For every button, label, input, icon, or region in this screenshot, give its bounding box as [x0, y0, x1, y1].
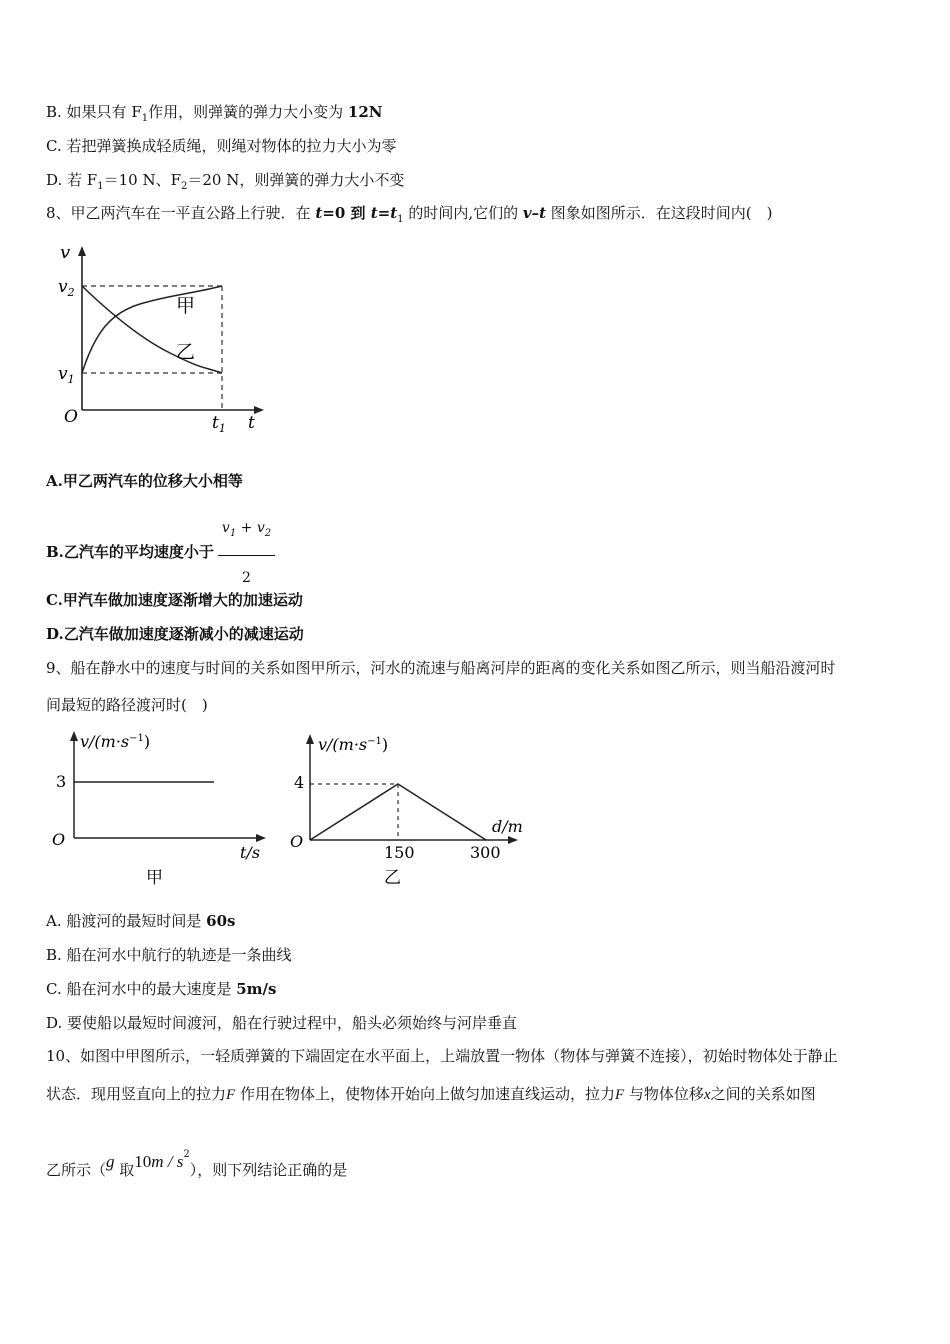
- q8-option-b: B.乙汽车的平均速度小于 $\frac{v_1 + v_2}{2}$: [46, 508, 275, 598]
- q9b-y-arrow: [306, 734, 314, 744]
- q9b-xlabel: d/m: [492, 817, 523, 836]
- q9a-ylabel: $v/(m\cdot s^{-1})$: [80, 732, 151, 751]
- q8-y-arrow: [78, 246, 86, 256]
- q8-label-v2: $v_2$: [58, 277, 75, 299]
- q9a-origin: O: [52, 830, 66, 849]
- q10-stem-line3: 乙所示（g 取$10m / s^2$），则下列结论正确的是: [46, 1149, 348, 1179]
- q9b-x-arrow: [508, 836, 518, 844]
- q8-axis-t: t: [248, 413, 255, 433]
- q8-fraction: $\frac{v_1 + v_2}{2}$: [218, 508, 275, 598]
- q8-x-arrow: [254, 406, 264, 414]
- q8-stem: 8、甲乙两汽车在一平直公路上行驶．在 t=0 到 $t=t_1$ 的时间内,它们的 v–t 图象如图所示．在这段时间内( ): [46, 204, 773, 225]
- q8-vt-graph: [50, 238, 280, 438]
- q9a-value-3: 3: [56, 772, 67, 791]
- q9b-caption: 乙: [384, 868, 401, 888]
- q8-option-d: D.乙汽车做加速度逐渐减小的减速运动: [46, 625, 304, 643]
- q8-curve-label-jia: 甲: [176, 295, 196, 317]
- q8-curve-label-yi: 乙: [176, 341, 196, 363]
- q9b-ylabel: $v/(m\cdot s^{-1})$: [318, 735, 389, 754]
- q7-option-c: C. 若把弹簧换成轻质绳，则绳对物体的拉力大小为零: [46, 137, 397, 155]
- q8-option-a: A.甲乙两汽车的位移大小相等: [46, 472, 243, 490]
- q9a-y-arrow: [70, 731, 78, 741]
- q8-option-c: C.甲汽车做加速度逐渐增大的加速运动: [46, 591, 303, 609]
- q8-label-v1: $v_1$: [58, 364, 75, 386]
- q9a-xlabel: t/s: [240, 843, 261, 862]
- q9a-x-arrow: [256, 834, 266, 842]
- q8-label-t1: $t_1$: [212, 413, 226, 435]
- q9-graph-yi: [286, 728, 536, 893]
- q8-origin: O: [64, 407, 78, 427]
- q9-stem-line2: 间最短的路径渡河时( ): [46, 696, 208, 714]
- q9b-tick-300: 300: [470, 843, 501, 862]
- q7-option-d: D. 若 $F_1=10$ N、$F_2=20$ N，则弹簧的弹力大小不变: [46, 171, 405, 192]
- q7-option-b: B. 如果只有 $F_1$作用，则弹簧的弹力大小变为 12N: [46, 103, 383, 124]
- q9-option-a: A. 船渡河的最短时间是 60s: [46, 912, 236, 930]
- q9-option-d: D. 要使船以最短时间渡河，船在行驶过程中，船头必须始终与河岸垂直: [46, 1014, 518, 1032]
- q8-axis-v: v: [60, 242, 71, 263]
- q9-stem-line1: 9、船在静水中的速度与时间的关系如图甲所示，河水的流速与船离河岸的距离的变化关系如图乙所示，则当船沿渡河时: [46, 659, 836, 677]
- q9b-origin: O: [290, 832, 304, 851]
- q9b-tick-150: 150: [384, 843, 415, 862]
- q10-stem-line2: 状态．现用竖直向上的拉力F 作用在物体上，使物体开始向上做匀加速直线运动，拉力F 与物体位移x之间的关系如图: [46, 1085, 816, 1103]
- q9a-caption: 甲: [146, 868, 163, 888]
- q9-option-b: B. 船在河水中航行的轨迹是一条曲线: [46, 946, 292, 964]
- q9b-value-4: 4: [294, 773, 305, 792]
- q8-curve-jia: [82, 286, 222, 373]
- q10-stem-line1: 10、如图中甲图所示，一轻质弹簧的下端固定在水平面上，上端放置一物体（物体与弹簧不连接），初始时物体处于静止: [46, 1047, 838, 1065]
- q9-graph-jia: [44, 725, 284, 893]
- q9-option-c: C. 船在河水中的最大速度是 5m/s: [46, 980, 277, 998]
